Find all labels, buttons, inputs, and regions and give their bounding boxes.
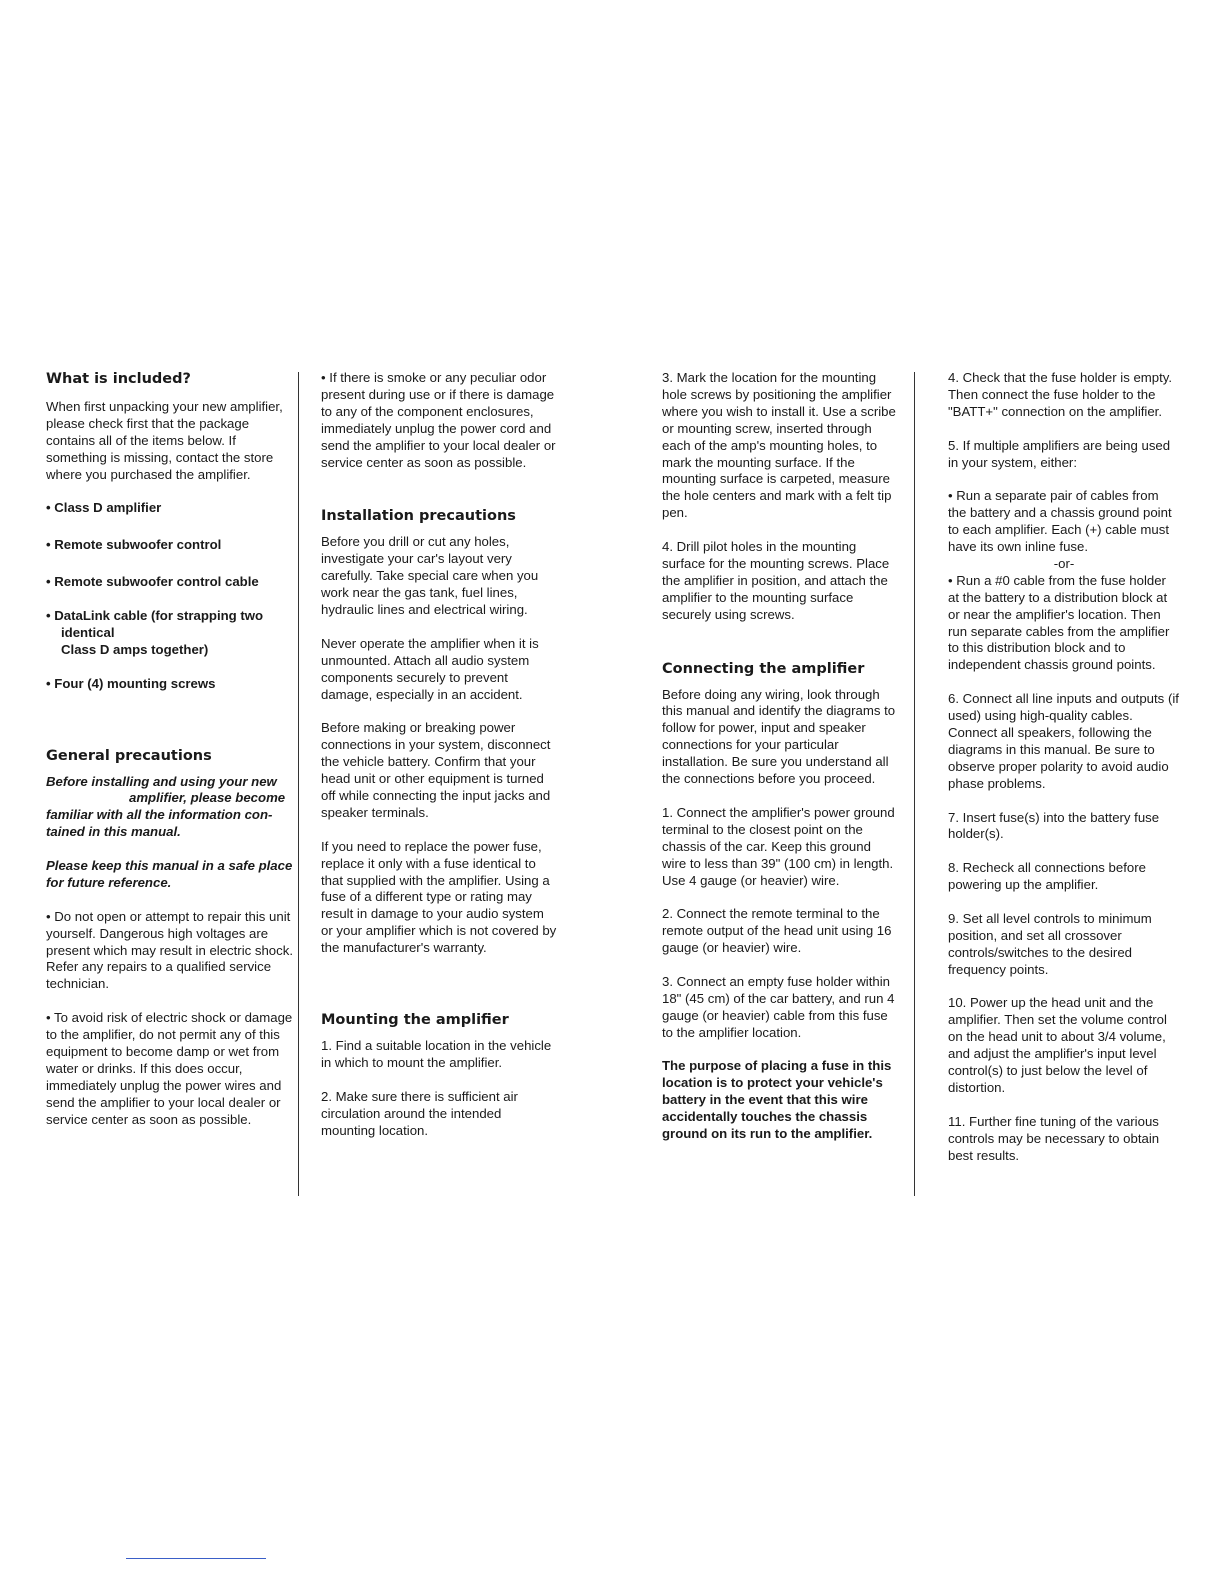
included-item: • DataLink cable (for strapping two (46, 608, 264, 624)
connection-step: 11. Further fine tuning of the various controls may be necessary to obtain best results. (948, 1113, 1160, 1163)
connection-step: 5. If multiple amplifiers are being used in your system, either: (948, 437, 1171, 470)
included-item-continued: identical (61, 624, 115, 640)
included-item: • Four (4) mounting screws (46, 675, 216, 691)
smoke-warning: • If there is smoke or any peculiar odor present during use or if there is damage to any of the component enclosures, immediately unplug the power cord and send the amplifier to your local dealer or service center as soon as possible. (321, 370, 556, 470)
general-precautions-heading: General precautions (46, 747, 212, 764)
connection-step: 10. Power up the head unit and the amplifier. Then set the volume control on the head unit to about 3/4 volume, and adjust the amplifier's input level control(s) to just below the level of distortion. (948, 995, 1167, 1095)
mounting-step: 2. Make sure there is sufficient air circulation around the intended mounting location. (321, 1088, 518, 1138)
column-divider-right (914, 372, 915, 1196)
connection-step: 4. Check that the fuse holder is empty. Then connect the fuse holder to the "BATT+" connection on the amplifier. (948, 370, 1173, 419)
keep-manual-note: Please keep this manual in a safe place for future reference. (46, 858, 293, 890)
footer-rule (126, 1558, 266, 1559)
connection-step: 1. Connect the amplifier's power ground terminal to the closest point on the chassis of the car. Keep this ground wire to less than 39" (100 cm) in length. Use 4 gauge (or heavier) wire. (662, 804, 895, 888)
connection-step: 9. Set all level controls to minimum position, and set all crossover controls/switches to the desired frequency points. (948, 910, 1152, 977)
included-item: • Remote subwoofer control cable (46, 574, 259, 590)
general-precautions-line: tained in this manual. (46, 824, 181, 840)
connection-step: 6. Connect all line inputs and outputs (if used) using high-quality cables. Connect all speakers, following the diagrams in this manual. Be sure to observe proper polarity to avoid audio phase problems. (948, 691, 1179, 791)
general-precautions-line: Before installing and using your new (46, 773, 277, 789)
general-precautions-line: familiar with all the information con- (46, 807, 273, 823)
mounting-step: 3. Mark the location for the mounting hole screws by positioning the amplifier where you wish to install it. Use a scribe or mounting screw, inserted through each of the amp's mounting holes, to mark the mounting surface. If the mounting surface is carpeted, measure the hole centers and mark with a felt tip pen. (662, 370, 896, 521)
connection-step: 3. Connect an empty fuse holder within 18" (45 cm) of the car battery, and run 4 gauge (or heavier) cable from this fuse to the amplifier location. (662, 973, 895, 1040)
mounting-step: 1. Find a suitable location in the vehicle in which to mount the amplifier. (321, 1038, 552, 1070)
included-heading: What is included? (46, 371, 191, 387)
column-1 (46, 370, 294, 1129)
shock-warning: • To avoid risk of electric shock or damage to the amplifier, do not permit any of this equipment to become damp or wet from water or drinks. If this does occur, immediately unplug the power wires and send the amplifier to your local dealer or service center as soon as possible. (46, 1010, 293, 1127)
connection-step: 8. Recheck all connections before powering up the amplifier. (948, 860, 1146, 893)
or-separator: -or- (1053, 555, 1075, 571)
included-intro: When first unpacking your new amplifier, please check first that the package contains all of the items below. If something is missing, contact the store where you purchased the amplifier. (46, 399, 283, 482)
included-item-continued: Class D amps together) (61, 641, 209, 657)
column-divider-left (298, 372, 299, 1196)
connection-step: 2. Connect the remote terminal to the remote output of the head unit using 16 gauge (or heavier) wire. (662, 906, 892, 956)
included-item: • Remote subwoofer control (46, 537, 222, 553)
multi-amp-option: • Run a #0 cable from the fuse holder at the battery to a distribution block at or near the amplifier's location. Then run separate cables from the amplifier to this distribution block and to independent chassis ground points. (948, 572, 1170, 673)
drill-note: Before you drill or cut any holes, investigate your car's layout very carefully. Take special care when you work near the gas tank, fuel lines, hydraulic lines and electrical wiring. (321, 534, 539, 618)
column-3 (662, 370, 896, 1143)
installation-precautions-heading: Installation precautions (321, 508, 516, 525)
mounting-heading: Mounting the amplifier (321, 1012, 509, 1029)
power-connection-note: Before making or breaking power connections in your system, disconnect the vehicle battery. Confirm that your head unit or other equipment is turned off while connecting the input jacks and speaker terminals. (321, 720, 551, 820)
connection-step: 7. Insert fuse(s) into the battery fuse holder(s). (948, 809, 1160, 842)
included-item: • Class D amplifier (46, 500, 162, 516)
column-4 (948, 370, 1180, 1164)
mounting-step: 4. Drill pilot holes in the mounting surface for the mounting screws. Place the amplifier in position, and attach the amplifier to the mounting surface securely using screws. (662, 539, 890, 622)
multi-amp-option: • Run a separate pair of cables from the battery and a chassis ground point to each amplifier. Each (+) cable must have its own inline fuse. (948, 488, 1172, 555)
connecting-heading: Connecting the amplifier (662, 660, 865, 677)
repair-warning: • Do not open or attempt to repair this unit yourself. Dangerous high voltages are present which may result in electric shock. Refer any repairs to a qualified service technician. (46, 908, 293, 992)
connecting-intro: Before doing any wiring, look through this manual and identify the diagrams to follow for power, input and speaker connections for your particular installation. Be sure you understand all the connections before you proceed. (662, 686, 896, 787)
general-precautions-line: amplifier, please become (129, 790, 286, 806)
fuse-purpose-note: The purpose of placing a fuse in this location is to protect your vehicle's battery in the event that this wire accidentally touches the chassis ground on its run to the amplifier. (662, 1058, 892, 1142)
unmounted-note: Never operate the amplifier when it is unmounted. Attach all audio system components securely to prevent damage, especially in an accident. (321, 635, 539, 702)
column-2 (321, 370, 557, 1139)
fuse-replacement-note: If you need to replace the power fuse, replace it only with a fuse identical to that supplied with the amplifier. Using a fuse of a different type or rating may result in damage to your audio system or your amplifier which is not covered by the manufacturer's warranty. (321, 838, 557, 956)
